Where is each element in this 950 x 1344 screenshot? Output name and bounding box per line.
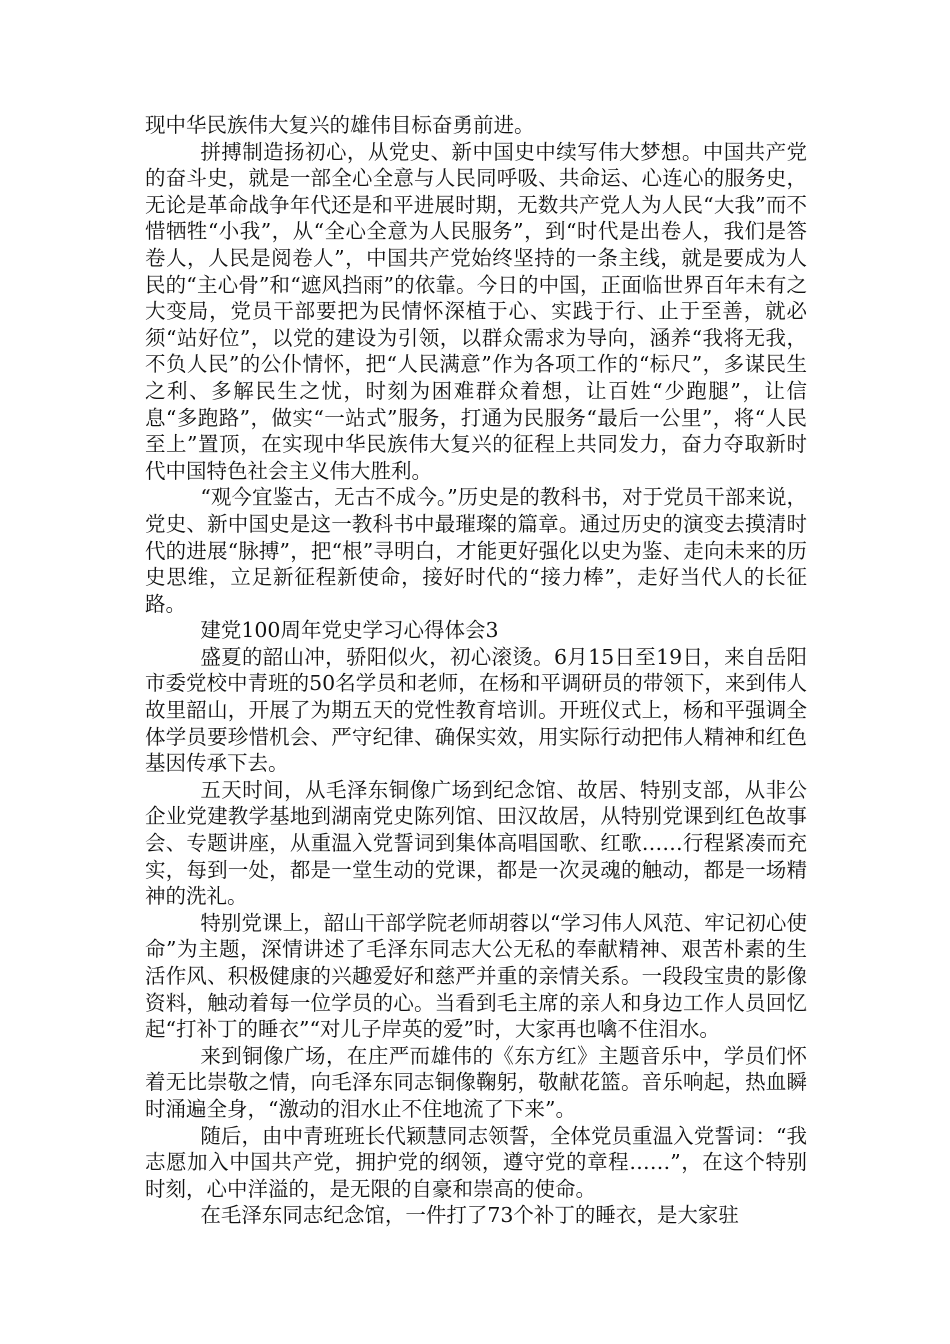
paragraph-10: 在毛泽东同志纪念馆，一件打了73个补丁的睡衣，是大家驻 [200,1203,739,1228]
paragraph-5: 盛夏的韶山冲，骄阳似火，初心滚烫。6月15日至19日，来自岳阳市委党校中青班的50名学员和老师，在杨和平调研员的带领下，来到伟人故里韶山，开展了为期五天的党性教育培训。开班仪式上，杨和平强调全体学员要珍惜机会、严守纪律、确保实效，用实际行动把伟人精神和红色基因传承下去。 [145,644,807,776]
paragraph-7: 特别党课上，韶山干部学院老师胡蓉以“学习伟人风范、牢记初心使命”为主题，深情讲述了毛泽东同志大公无私的奉献精神、艰苦朴素的生活作风、积极健康的兴趣爱好和慈严并重的亲情关系。一段段宝贵的影像资料，触动着每一位学员的心。当看到毛主席的亲人和身边工作人员回忆起“打补丁的睡衣”“对儿子岸英的爱”时，大家再也噙不住泪水。 [145,910,807,1042]
paragraph-8: 来到铜像广场，在庄严而雄伟的《东方红》主题音乐中，学员们怀着无比崇敬之情，向毛泽东同志铜像鞠躬，敬献花篮。音乐响起，热血瞬时涌遍全身，“激动的泪水止不住地流了下来”。 [145,1043,807,1121]
paragraph-1: 现中华民族伟大复兴的雄伟目标奋勇前进。 [145,113,535,137]
paragraph-9: 随后，由中青班班长代颖慧同志领誓，全体党员重温入党誓词：“我志愿加入中国共产党，拥护党的纲领，遵守党的章程……”，在这个特别时刻，心中洋溢的，是无限的自豪和崇高的使命。 [145,1123,807,1201]
paragraph-3: “观今宜鉴古，无古不成今。”历史是的教科书，对于党员干部来说，党史、新中国史是这一教科书中最璀璨的篇章。通过历史的演变去摸清时代的进展“脉搏”，把“根”寻明白，才能更好强化以史为鉴、走向未来的历史思维，立足新征程新使命，接好时代的“接力棒”，走好当代人的长征路。 [145,485,807,616]
document-page [145,112,807,1229]
paragraph-6: 五天时间，从毛泽东铜像广场到纪念馆、故居、特别支部，从非公企业党建教学基地到湖南党史陈列馆、田汉故居，从特别党课到红色故事会、专题讲座，从重温入党誓词到集体高唱国歌、红歌……行程紧凑而充实，每到一处，都是一堂生动的党课，都是一次灵魂的触动，都是一场精神的洗礼。 [145,777,807,909]
section-heading: 建党100周年党史学习心得体会3 [200,618,499,643]
paragraph-2: 拼搏制造扬初心，从党史、新中国史中续写伟大梦想。中国共产党的奋斗史，就是一部全心全意与人民同呼吸、共命运、心连心的服务史，无论是革命战争年代还是和平进展时期，无数共产党人为人民“大我”而不惜牺牲“小我”，从“全心全意为人民服务”，到“时代是出卷人，我们是答卷人，人民是阅卷人”，中国共产党始终坚持的一条主线，就是要成为人民的“主心骨”和“遮风挡雨”的依靠。今日的中国，正面临世界百年未有之大变局，党员干部要把为民情怀深植于心、实践于行、止于至善，就必须“站好位”，以党的建设为引领，以群众需求为导向，涵养“我将无我，不负人民”的公仆情怀，把“人民满意”作为各项工作的“标尺”，多谋民生之利、多解民生之忧，时刻为困难群众着想，让百姓“少跑腿”，让信息“多跑路”，做实“一站式”服务，打通为民服务“最后一公里”，将“人民至上”置顶，在实现中华民族伟大复兴的征程上共同发力，奋力夺取新时代中国特色社会主义伟大胜利。 [145,139,807,483]
